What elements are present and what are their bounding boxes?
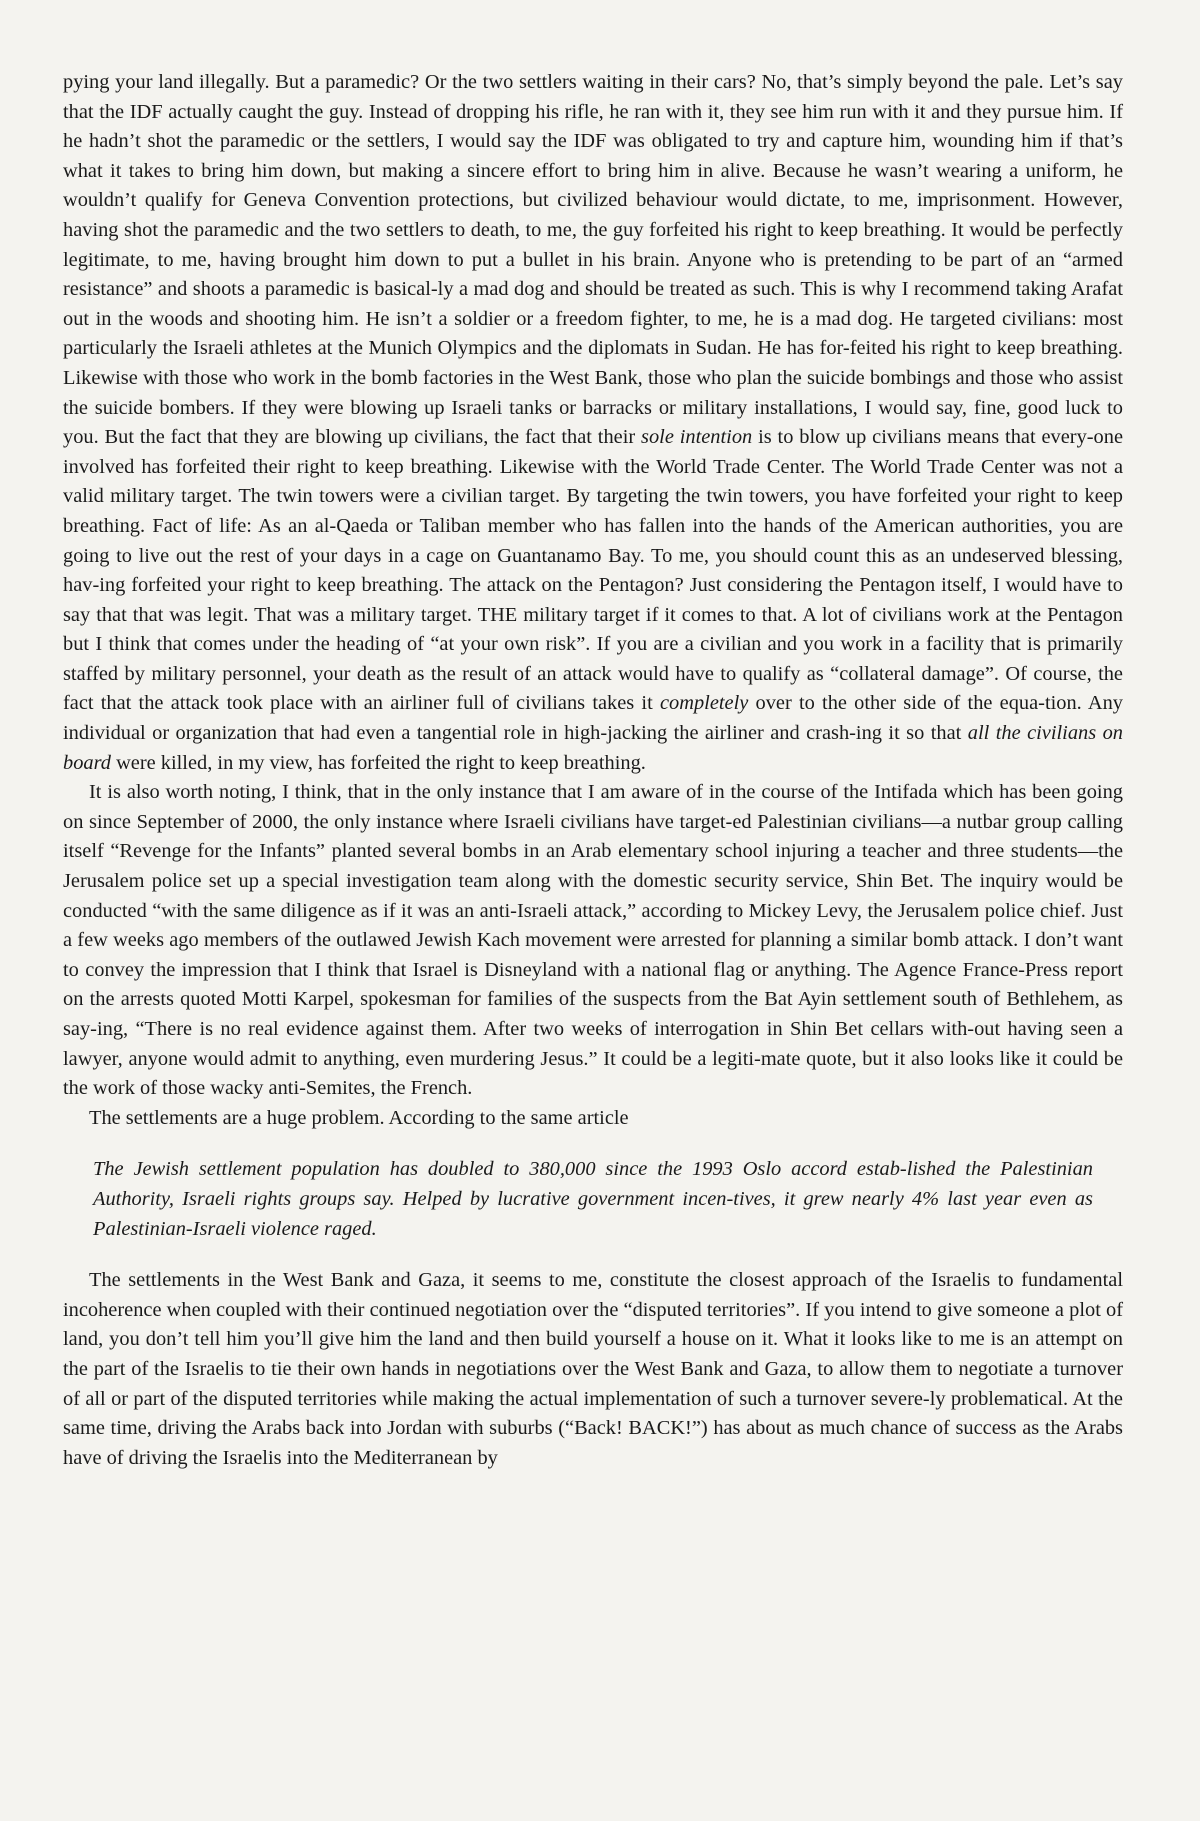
block-quote: The Jewish settlement population has doubled to 380,000 since the 1993 Oslo accord estab-lished the Palestinian Authority, Israeli rights groups say. Helped by lucrative government incen-tives, it grew nearly 4% last year even as Palestinian-Israeli violence raged.: [93, 1158, 1093, 1240]
italic-text: all the civilians on board: [63, 722, 1123, 774]
italic-text: completely: [659, 692, 749, 715]
paragraph-3: [63, 1104, 1123, 1134]
text-run: is to blow up civilians means that every-one involved has forfeited their right to keep breathing. Likewise with the World Trade Center. The World Trade Center was not a valid military target. The twin towers were a civilian target. By targeting the twin towers, you have forfeited your right to keep breathing. Fact of life: As an al-Qaeda or Taliban member who has fallen into the hands of the American authorities, you are going to live out the rest of your days in a cage on Guantanamo Bay. To me, you should count this as an undeserved blessing, hav-ing forfeited your right to keep breathing. The attack on the Pentagon? Just considering the Pentagon itself, I would have to say that that was legit. That was a military target. THE military target if it comes to that. A lot of civilians work at the Pentagon but I think that comes under the heading of “at your own risk”. If you are a civilian and you work in a facility that is primarily staffed by military personnel, your death as the result of an attack would have to qualify as “collateral damage”. Of course, the fact that the attack took place with an airliner full of civilians takes it: [63, 426, 1124, 715]
text-run: It is also worth noting, I think, that in the only instance that I am aware of in the course of the Intifada which has been going on since September of 2000, the only instance where Israeli civilians have target-ed Palestinian civilians—a nutbar group calling itself “Revenge for the Infants” planted several bombs in an Arab elementary school injuring a teacher and three students—the Jerusalem police set up a special investigation team along with the domestic security service, Shin Bet. The inquiry would be conducted “with the same diligence as if it was an anti-Israeli attack,” according to Mickey Levy, the Jerusalem police chief. Just a few weeks ago members of the outlawed Jewish Kach movement were arrested for planning a similar bomb attack. I don’t want to convey the impression that I think that Israel is Disneyland with a national flag or anything. The Agence France-Press report on the arrests quoted Motti Karpel, spokesman for families of the suspects from the Bat Ayin settlement south of Bethlehem, as say-ing, “There is no real evidence against them. After two weeks of interrogation in Shin Bet cellars with-out having seen a lawyer, anyone would admit to anything, even murdering Jesus.” It could be a legiti-mate quote, but it also looks like it could be the work of those wacky anti-Semites, the French.: [63, 781, 1123, 1100]
paragraph-closing: [63, 1266, 1123, 1473]
text-run: pying your land illegally. But a paramedic? Or the two settlers waiting in their cars? No, that’s simply beyond the pale. Let’s say that the IDF actually caught the guy. Instead of dropping his rifle, he ran with it, they see him run with it and they pursue him. If he hadn’t shot the paramedic or the settlers, I would say the IDF was obligated to try and capture him, wounding him if that’s what it takes to bring him down, but making a sincere effort to bring him in alive. Because he wasn’t wearing a uniform, he wouldn’t qualify for Geneva Convention protections, but civilized behaviour would dictate, to me, imprisonment. However, having shot the paramedic and the two settlers to death, to me, the guy forfeited his right to keep breathing. It would be perfectly legitimate, to me, having brought him down to put a bullet in his brain. Anyone who is pretending to be part of an “armed resistance” and shoots a paramedic is basical-ly a mad dog and should be treated as such. This is why I recommend taking Arafat out in the woods and shooting him. He isn’t a soldier or a freedom fighter, to me, he is a mad dog. He targeted civilians: most particularly the Israeli athletes at the Munich Olympics and the diplomats in Sudan. He has for-feited his right to keep breathing. Likewise with those who work in the bomb factories in the West Bank, those who plan the suicide bombings and those who assist the suicide bombers. If they were blowing up Israeli tanks or barracks or military installations, I would say, fine, good luck to you. But the fact that they are blowing up civilians, the fact that their: [63, 71, 1123, 449]
paragraph-1: [63, 68, 1123, 778]
paragraph-2: [63, 778, 1123, 1104]
text-run: over to the other side of the equa-tion. Any individual or organization that had even a tangential role in high-jacking the airliner and crash-ing it so that: [63, 692, 1123, 745]
text-run: The settlements in the West Bank and Gaza, it seems to me, constitute the closest approach of the Israelis to fundamental incoherence when coupled with their continued negotiation over the “disputed territories”. If you intend to give someone a plot of land, you don’t tell him you’ll give him the land and then build yourself a house on it. What it looks like to me is an attempt on the part of the Israelis to tie their own hands in negotiations over the West Bank and Gaza, to allow them to negotiate a turnover of all or part of the disputed territories while making the actual implementation of such a turnover severe-ly problematical. At the same time, driving the Arabs back into Jordan with suburbs (“Back! BACK!”) has about as much chance of success as the Arabs have of driving the Israelis into the Mediterranean by: [63, 1269, 1123, 1469]
text-run: The settlements are a huge problem. According to the same article: [89, 1106, 629, 1129]
page-body: [63, 68, 1123, 1473]
closing-text: [63, 1266, 1123, 1473]
italic-text: sole intention: [641, 426, 753, 449]
body-text: [63, 68, 1123, 1133]
text-run: were killed, in my view, has forfeited the right to keep breathing.: [110, 751, 646, 774]
